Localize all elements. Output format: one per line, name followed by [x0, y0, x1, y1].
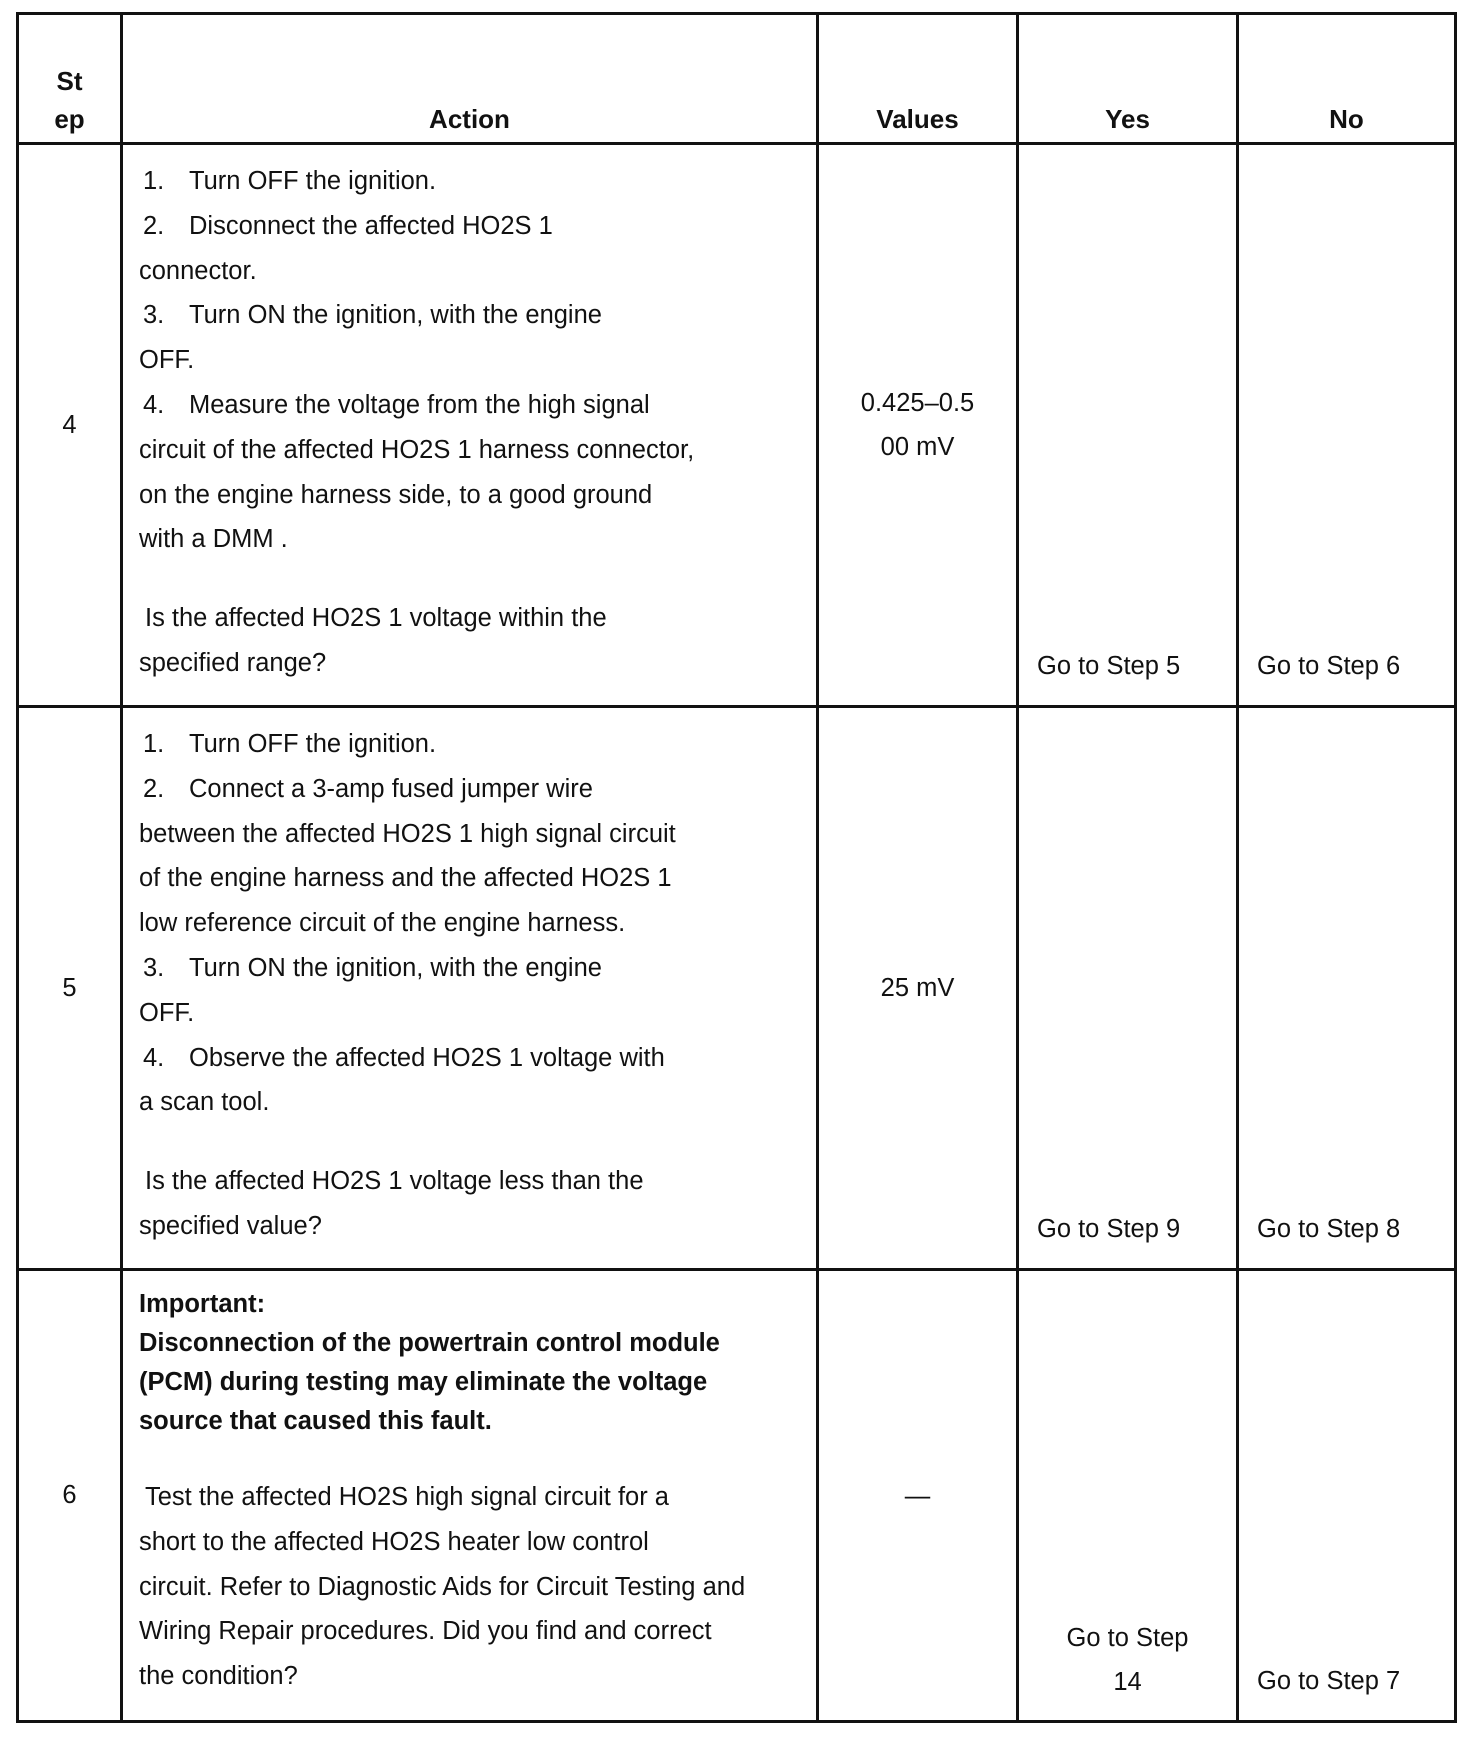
question-line: circuit. Refer to Diagnostic Aids for Circuit Testing and	[139, 1572, 746, 1601]
important-text: (PCM) during testing may eliminate the voltage	[139, 1368, 708, 1396]
header-action: Action	[122, 14, 818, 144]
question-line: Wiring Repair procedures. Did you find and correct	[139, 1617, 712, 1646]
header-row	[18, 14, 1456, 144]
action-line: connector.	[139, 256, 257, 285]
question-line: specified range?	[139, 648, 327, 677]
no-cell: Go to Step 7	[1238, 1270, 1456, 1722]
action-line: on the engine harness side, to a good ground	[139, 480, 653, 509]
action-line: 2. Disconnect the affected HO2S 1	[143, 211, 553, 240]
action-line: OFF.	[139, 346, 195, 375]
values-cell: —	[818, 1270, 1018, 1722]
yes-cell: Go to Step 14	[1018, 1270, 1238, 1722]
header-step: St ep	[18, 14, 122, 144]
header-no: No	[1238, 14, 1456, 144]
no-cell: Go to Step 6	[1238, 144, 1456, 707]
action-line: 1. Turn OFF the ignition.	[143, 730, 437, 758]
question-line: short to the affected HO2S heater low control	[139, 1527, 649, 1556]
yes-cell: Go to Step 9	[1018, 707, 1238, 1270]
action-line: 2. Connect a 3-amp fused jumper wire	[143, 774, 593, 803]
values-cell: 25 mV	[818, 707, 1018, 1270]
diagnostic-table	[16, 12, 1457, 1723]
header-values: Values	[818, 14, 1018, 144]
action-line: with a DMM .	[139, 525, 288, 554]
important-text: Disconnection of the powertrain control module	[139, 1329, 720, 1357]
question-line: specified value?	[139, 1211, 322, 1240]
action-cell	[122, 144, 818, 707]
action-line: OFF.	[139, 998, 195, 1027]
important-label: Important:	[139, 1290, 266, 1318]
step-number: 4	[18, 144, 122, 707]
action-line: of the engine harness and the affected HO2S 1	[139, 864, 672, 893]
action-line: low reference circuit of the engine harness.	[139, 909, 626, 938]
important-text: source that caused this fault.	[139, 1407, 492, 1435]
question-line: Is the affected HO2S 1 voltage less than the	[145, 1167, 644, 1196]
action-cell	[122, 1270, 818, 1722]
header-yes: Yes	[1018, 14, 1238, 144]
action-line: 1. Turn OFF the ignition.	[143, 167, 437, 195]
question-line: Is the affected HO2S 1 voltage within the	[145, 604, 607, 633]
question-line: Test the affected HO2S high signal circuit for a	[145, 1483, 669, 1511]
action-line: 4. Measure the voltage from the high signal	[143, 390, 650, 419]
action-line: a scan tool.	[139, 1088, 270, 1117]
question-line: the condition?	[139, 1662, 298, 1691]
step-number: 5	[18, 707, 122, 1270]
no-cell: Go to Step 8	[1238, 707, 1456, 1270]
action-line: 4. Observe the affected HO2S 1 voltage with	[143, 1043, 665, 1072]
values-cell: 0.425–0.5 00 mV	[818, 144, 1018, 707]
yes-cell: Go to Step 5	[1018, 144, 1238, 707]
step-number: 6	[18, 1270, 122, 1722]
table-row	[18, 144, 1456, 707]
table-row	[18, 707, 1456, 1270]
action-line: 3. Turn ON the ignition, with the engine	[143, 953, 602, 982]
table-row	[18, 1270, 1456, 1722]
action-line: circuit of the affected HO2S 1 harness connector,	[139, 435, 695, 464]
action-line: between the affected HO2S 1 high signal circuit	[139, 819, 676, 848]
action-line: 3. Turn ON the ignition, with the engine	[143, 301, 602, 330]
action-cell	[122, 707, 818, 1270]
